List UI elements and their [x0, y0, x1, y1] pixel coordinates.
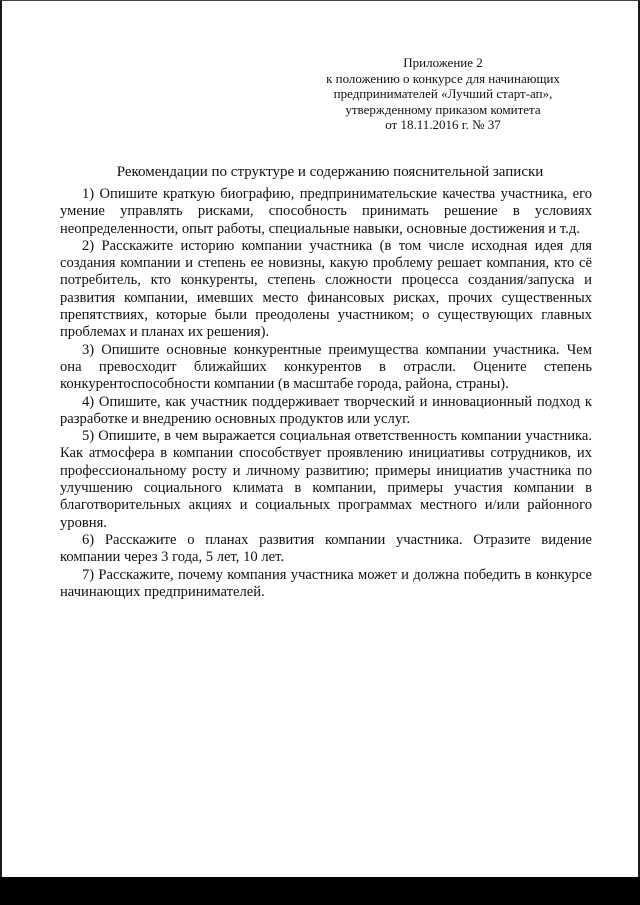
appendix-line-4: утвержденному приказом комитета — [345, 101, 541, 117]
appendix-line-1: Приложение 2 — [403, 55, 483, 70]
recommendation-item-2: 2) Расскажите историю компании участника (в том числе исходная идея для создания компании и степень ее новизны, какую проблему решает компания, кто сё потребитель, кто конкуренты, степень сложности процесса создания/запуска и развития компании, имевших место финансовых рисках, прочих существенных препятствиях, которые были преодолены участником; о существующих главных проблемах и планах их решения). — [60, 237, 592, 341]
recommendation-item-5: 5) Опишите, в чем выражается социальная ответственность компании участника. Как атмосфера в компании способствует проявлению инициативы сотрудников, их профессиональному росту и личному развитию; примеры инициатив участника по улучшению социального климата в компании, примеры участия компании в благотворительных акциях и социальных программах местного и/или районного уровня. — [60, 428, 592, 531]
recommendation-item-6: 6) Расскажите о планах развития компании участника. Отразите видение компании через 3 года, 5 лет, 10 лет. — [60, 531, 592, 566]
appendix-header — [300, 55, 586, 133]
appendix-line-5: от 18.11.2016 г. № 37 — [385, 117, 501, 132]
appendix-line-3: предпринимателей «Лучший старт-ап», — [333, 86, 553, 101]
document-title: Рекомендации по структуре и содержанию пояснительной записки — [116, 164, 544, 180]
scan-bottom-edge — [0, 877, 640, 905]
recommendation-item-3: 3) Опишите основные конкурентные преимущества компании участника. Чем она превосходит ближайших конкурентов в отрасли. Оцените степень конкурентоспособности компании (в масштабе города, района, страны). — [60, 341, 592, 393]
document-body — [60, 186, 592, 601]
recommendation-item-7: 7) Расскажите, почему компания участника может и должна победить в конкурсе начинающих предпринимателей. — [60, 566, 592, 600]
appendix-line-2: к положению о конкурсе для начинающих — [326, 70, 560, 86]
recommendation-item-1: 1) Опишите краткую биографию, предпринимательские качества участника, его умение управлять рисками, способность принимать решение в условиях неопределенности, опыт работы, специальные навыки, основные достижения и т.д. — [60, 186, 592, 237]
recommendation-item-4: 4) Опишите, как участник поддерживает творческий и инновационный подход к разработке и внедрению основных продуктов или услуг. — [60, 393, 592, 427]
